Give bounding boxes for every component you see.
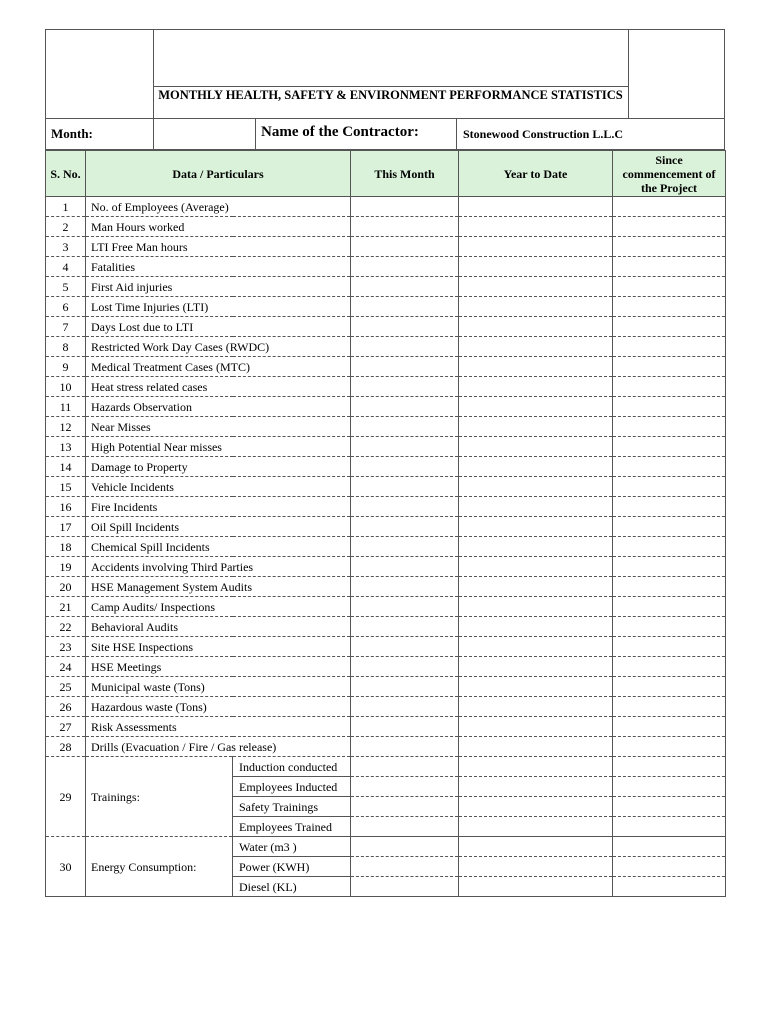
row-label: Man Hours worked [86, 217, 351, 237]
table-row [46, 237, 726, 257]
contractor-label: Name of the Contractor: [261, 124, 419, 140]
value-cell-ytd[interactable] [459, 797, 613, 817]
energy-row [46, 837, 726, 857]
value-cell-this-month[interactable] [351, 197, 459, 217]
value-cell-ytd[interactable] [459, 317, 613, 337]
value-cell-ytd[interactable] [459, 677, 613, 697]
value-cell-since[interactable] [613, 457, 726, 477]
value-cell-this-month[interactable] [351, 697, 459, 717]
value-cell-ytd[interactable] [459, 297, 613, 317]
row-label: Vehicle Incidents [86, 477, 351, 497]
row-number: 28 [46, 737, 86, 757]
value-cell-since[interactable] [613, 637, 726, 657]
trainings-item-label: Employees Trained [233, 817, 351, 837]
value-cell-since[interactable] [613, 837, 726, 857]
value-cell-this-month[interactable] [351, 477, 459, 497]
value-cell-since[interactable] [613, 617, 726, 637]
value-cell-since[interactable] [613, 697, 726, 717]
value-cell-ytd[interactable] [459, 757, 613, 777]
value-cell-since[interactable] [613, 217, 726, 237]
row-label: Drills (Evacuation / Fire / Gas release) [86, 737, 351, 757]
table-row [46, 677, 726, 697]
row-label: Accidents involving Third Parties [86, 557, 351, 577]
table-row [46, 477, 726, 497]
value-cell-this-month[interactable] [351, 257, 459, 277]
row-number: 27 [46, 717, 86, 737]
table-row [46, 377, 726, 397]
row-label: Hazards Observation [86, 397, 351, 417]
row-number: 3 [46, 237, 86, 257]
col-header-particulars: Data / Particulars [86, 151, 351, 197]
value-cell-ytd[interactable] [459, 817, 613, 837]
row-number: 16 [46, 497, 86, 517]
table-row [46, 257, 726, 277]
value-cell-since[interactable] [613, 657, 726, 677]
value-cell-this-month[interactable] [351, 837, 459, 857]
value-cell-since[interactable] [613, 797, 726, 817]
trainings-label: Trainings: [86, 757, 233, 837]
table-row [46, 357, 726, 377]
value-cell-this-month[interactable] [351, 777, 459, 797]
value-cell-since[interactable] [613, 197, 726, 217]
value-cell-since[interactable] [613, 877, 726, 897]
row-number: 10 [46, 377, 86, 397]
value-cell-ytd[interactable] [459, 437, 613, 457]
value-cell-this-month[interactable] [351, 277, 459, 297]
row-label: Municipal waste (Tons) [86, 677, 351, 697]
row-number: 13 [46, 437, 86, 457]
table-row [46, 637, 726, 657]
row-label: Chemical Spill Incidents [86, 537, 351, 557]
row-label: Damage to Property [86, 457, 351, 477]
value-cell-this-month[interactable] [351, 657, 459, 677]
value-cell-ytd[interactable] [459, 257, 613, 277]
table-row [46, 657, 726, 677]
title-cell [153, 29, 629, 119]
table-row [46, 397, 726, 417]
value-cell-since[interactable] [613, 817, 726, 837]
energy-item-label: Water (m3 ) [233, 837, 351, 857]
value-cell-since[interactable] [613, 857, 726, 877]
table-row [46, 597, 726, 617]
row-number: 17 [46, 517, 86, 537]
value-cell-this-month[interactable] [351, 537, 459, 557]
trainings-item-label: Employees Inducted [233, 777, 351, 797]
row-label: Lost Time Injuries (LTI) [86, 297, 351, 317]
value-cell-ytd[interactable] [459, 597, 613, 617]
row-number: 15 [46, 477, 86, 497]
row-label: First Aid injuries [86, 277, 351, 297]
table-row [46, 577, 726, 597]
value-cell-this-month[interactable] [351, 637, 459, 657]
month-value-cell[interactable] [153, 118, 256, 151]
value-cell-since[interactable] [613, 577, 726, 597]
row-number: 6 [46, 297, 86, 317]
value-cell-ytd[interactable] [459, 397, 613, 417]
col-header-ytd: Year to Date [459, 151, 613, 197]
value-cell-since[interactable] [613, 377, 726, 397]
table-row [46, 497, 726, 517]
value-cell-this-month[interactable] [351, 217, 459, 237]
trainings-number: 29 [46, 757, 86, 837]
value-cell-this-month[interactable] [351, 237, 459, 257]
value-cell-this-month[interactable] [351, 437, 459, 457]
table-row [46, 217, 726, 237]
value-cell-ytd[interactable] [459, 377, 613, 397]
value-cell-ytd[interactable] [459, 737, 613, 757]
value-cell-ytd[interactable] [459, 537, 613, 557]
row-label: No. of Employees (Average) [86, 197, 351, 217]
trainings-row [46, 757, 726, 777]
value-cell-since[interactable] [613, 597, 726, 617]
row-label: Risk Assessments [86, 717, 351, 737]
value-cell-ytd[interactable] [459, 497, 613, 517]
value-cell-since[interactable] [613, 337, 726, 357]
table-row [46, 437, 726, 457]
table-row [46, 277, 726, 297]
table-row [46, 197, 726, 217]
page-title: MONTHLY HEALTH, SAFETY & ENVIRONMENT PERFORMANCE STATISTICS [158, 88, 623, 102]
value-cell-since[interactable] [613, 277, 726, 297]
value-cell-this-month[interactable] [351, 497, 459, 517]
value-cell-this-month[interactable] [351, 297, 459, 317]
value-cell-ytd[interactable] [459, 657, 613, 677]
row-label: High Potential Near misses [86, 437, 351, 457]
month-label: Month: [51, 126, 93, 141]
hse-statistics-table [45, 150, 726, 897]
value-cell-this-month[interactable] [351, 737, 459, 757]
value-cell-since[interactable] [613, 557, 726, 577]
row-label: Camp Audits/ Inspections [86, 597, 351, 617]
value-cell-this-month[interactable] [351, 877, 459, 897]
value-cell-this-month[interactable] [351, 457, 459, 477]
col-header-since: Since commencement of the Project [613, 151, 726, 197]
trainings-item-label: Induction conducted [233, 757, 351, 777]
row-number: 26 [46, 697, 86, 717]
value-cell-this-month[interactable] [351, 817, 459, 837]
value-cell-ytd[interactable] [459, 577, 613, 597]
row-number: 22 [46, 617, 86, 637]
trainings-item-label: Safety Trainings [233, 797, 351, 817]
value-cell-ytd[interactable] [459, 777, 613, 797]
value-cell-this-month[interactable] [351, 617, 459, 637]
value-cell-this-month[interactable] [351, 597, 459, 617]
value-cell-this-month[interactable] [351, 397, 459, 417]
row-label: Restricted Work Day Cases (RWDC) [86, 337, 351, 357]
logo-cell-left [45, 29, 154, 119]
value-cell-ytd[interactable] [459, 217, 613, 237]
value-cell-ytd[interactable] [459, 357, 613, 377]
row-label: Site HSE Inspections [86, 637, 351, 657]
row-number: 5 [46, 277, 86, 297]
table-row [46, 317, 726, 337]
table-row [46, 417, 726, 437]
col-header-this-month: This Month [351, 151, 459, 197]
value-cell-since[interactable] [613, 497, 726, 517]
value-cell-since[interactable] [613, 517, 726, 537]
value-cell-this-month[interactable] [351, 577, 459, 597]
row-number: 23 [46, 637, 86, 657]
value-cell-this-month[interactable] [351, 857, 459, 877]
value-cell-this-month[interactable] [351, 677, 459, 697]
value-cell-ytd[interactable] [459, 337, 613, 357]
row-number: 21 [46, 597, 86, 617]
row-number: 20 [46, 577, 86, 597]
table-row [46, 697, 726, 717]
energy-number: 30 [46, 837, 86, 897]
value-cell-since[interactable] [613, 437, 726, 457]
row-number: 7 [46, 317, 86, 337]
table-row [46, 297, 726, 317]
value-cell-since[interactable] [613, 537, 726, 557]
contractor-value: Stonewood Construction L.L.C [463, 127, 624, 141]
title-divider [153, 86, 629, 87]
value-cell-ytd[interactable] [459, 877, 613, 897]
value-cell-since[interactable] [613, 357, 726, 377]
row-number: 2 [46, 217, 86, 237]
logo-cell-right [628, 29, 725, 119]
value-cell-ytd[interactable] [459, 237, 613, 257]
row-label: HSE Management System Audits [86, 577, 351, 597]
table-row [46, 617, 726, 637]
table-row [46, 517, 726, 537]
row-label: Heat stress related cases [86, 377, 351, 397]
value-cell-ytd[interactable] [459, 197, 613, 217]
value-cell-ytd[interactable] [459, 857, 613, 877]
row-number: 12 [46, 417, 86, 437]
row-label: Days Lost due to LTI [86, 317, 351, 337]
value-cell-since[interactable] [613, 297, 726, 317]
value-cell-ytd[interactable] [459, 837, 613, 857]
row-number: 18 [46, 537, 86, 557]
value-cell-this-month[interactable] [351, 717, 459, 737]
row-label: HSE Meetings [86, 657, 351, 677]
value-cell-this-month[interactable] [351, 377, 459, 397]
row-number: 19 [46, 557, 86, 577]
row-number: 4 [46, 257, 86, 277]
value-cell-since[interactable] [613, 257, 726, 277]
row-label: Near Misses [86, 417, 351, 437]
value-cell-since[interactable] [613, 737, 726, 757]
row-number: 8 [46, 337, 86, 357]
value-cell-since[interactable] [613, 417, 726, 437]
row-number: 11 [46, 397, 86, 417]
table-row [46, 337, 726, 357]
value-cell-since[interactable] [613, 677, 726, 697]
value-cell-ytd[interactable] [459, 477, 613, 497]
value-cell-since[interactable] [613, 397, 726, 417]
table-row [46, 537, 726, 557]
value-cell-since[interactable] [613, 757, 726, 777]
value-cell-ytd[interactable] [459, 557, 613, 577]
value-cell-ytd[interactable] [459, 717, 613, 737]
value-cell-this-month[interactable] [351, 317, 459, 337]
row-label: Behavioral Audits [86, 617, 351, 637]
table-row [46, 557, 726, 577]
value-cell-this-month[interactable] [351, 517, 459, 537]
value-cell-ytd[interactable] [459, 277, 613, 297]
row-label: Fatalities [86, 257, 351, 277]
energy-label: Energy Consumption: [86, 837, 233, 897]
row-label: Hazardous waste (Tons) [86, 697, 351, 717]
row-number: 14 [46, 457, 86, 477]
table-row [46, 737, 726, 757]
row-label: Medical Treatment Cases (MTC) [86, 357, 351, 377]
value-cell-this-month[interactable] [351, 337, 459, 357]
row-label: Fire Incidents [86, 497, 351, 517]
value-cell-this-month[interactable] [351, 417, 459, 437]
row-number: 25 [46, 677, 86, 697]
energy-item-label: Power (KWH) [233, 857, 351, 877]
value-cell-since[interactable] [613, 777, 726, 797]
value-cell-since[interactable] [613, 717, 726, 737]
row-number: 1 [46, 197, 86, 217]
value-cell-ytd[interactable] [459, 417, 613, 437]
value-cell-since[interactable] [613, 237, 726, 257]
row-number: 9 [46, 357, 86, 377]
energy-item-label: Diesel (KL) [233, 877, 351, 897]
value-cell-ytd[interactable] [459, 637, 613, 657]
value-cell-this-month[interactable] [351, 357, 459, 377]
value-cell-ytd[interactable] [459, 457, 613, 477]
value-cell-since[interactable] [613, 317, 726, 337]
row-label: LTI Free Man hours [86, 237, 351, 257]
row-number: 24 [46, 657, 86, 677]
table-row [46, 457, 726, 477]
value-cell-since[interactable] [613, 477, 726, 497]
table-row [46, 717, 726, 737]
value-cell-this-month[interactable] [351, 797, 459, 817]
value-cell-ytd[interactable] [459, 697, 613, 717]
value-cell-ytd[interactable] [459, 517, 613, 537]
col-header-sno: S. No. [46, 151, 86, 197]
value-cell-this-month[interactable] [351, 757, 459, 777]
value-cell-this-month[interactable] [351, 557, 459, 577]
row-label: Oil Spill Incidents [86, 517, 351, 537]
value-cell-ytd[interactable] [459, 617, 613, 637]
